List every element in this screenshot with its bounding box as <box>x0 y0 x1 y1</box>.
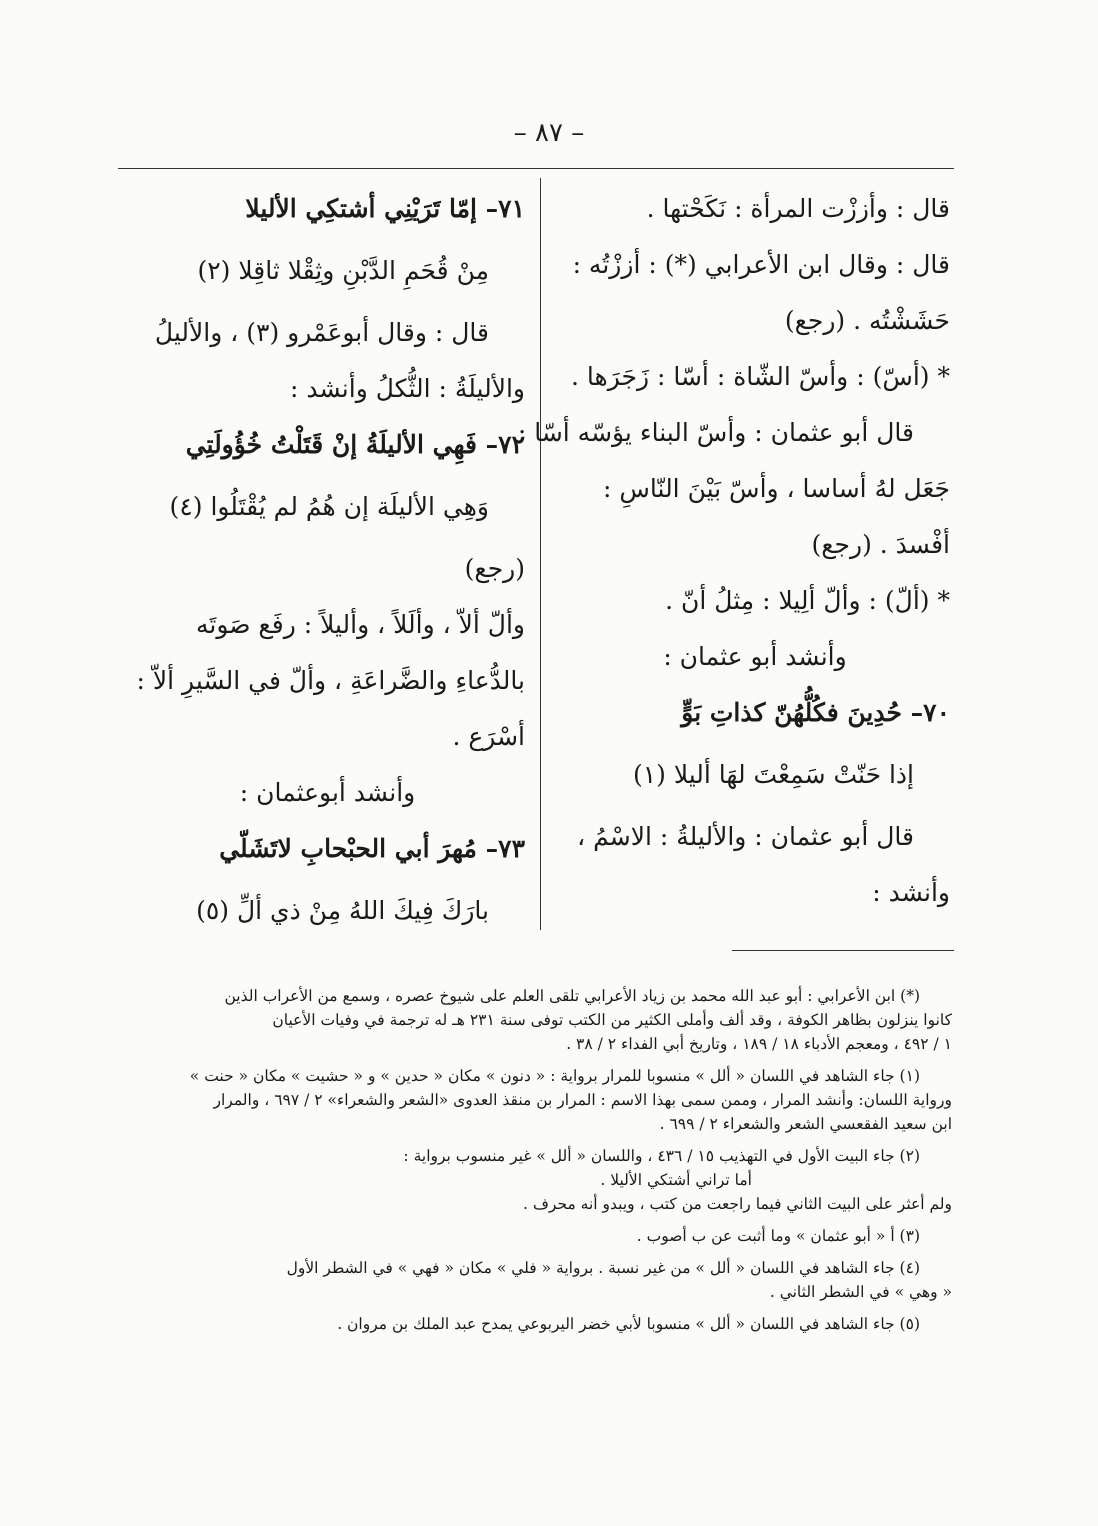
footnote-line: ١ / ٤٩٢ ، ومعجم الأدباء ١٨ / ١٨٩ ، وتاريخ أبي الفداء ٢ / ٣٨ . <box>566 1035 952 1053</box>
left-column <box>130 192 525 956</box>
text-line: والأليلَةُ : الثُّكلُ وأنشد : <box>290 374 525 403</box>
footnote-line: ابن سعيد الفقعسي الشعر والشعراء ٢ / ٦٩٩ . <box>659 1115 952 1133</box>
footnote-line: (٤) جاء الشاهد في اللسان « ألل » من غير نسبة . برواية « فلي » مكان « فهي » في الشطر الأول <box>286 1259 920 1277</box>
verse-line: وَهِي الأليلَة إن هُمُ لم يُقْتَلُوا (٤) <box>169 492 489 521</box>
text-line: * (أسّ) : وأسّ الشّاة : أسّا : زَجَرَها . <box>571 362 950 391</box>
footnote-line: (٥) جاء الشاهد في اللسان « ألل » منسوبا لأبي خضر اليربوعي يمدح عبد الملك بن مروان . <box>337 1315 920 1333</box>
text-line: وأنشد : <box>872 878 950 907</box>
text-line: وأنشد أبوعثمان : <box>239 778 416 807</box>
text-line: قال : وقال أبوعَمْرو (٣) ، والأليلُ <box>154 318 489 347</box>
verse-line: بارَكَ فِيكَ اللهُ مِنْ ذي ألِّ (٥) <box>196 896 489 925</box>
footnote-line: « وهي » في الشطر الثاني . <box>769 1283 952 1301</box>
text-line: (رجع) <box>464 554 525 583</box>
text-line: قال : وقال ابن الأعرابي (*) : أززْتُه : <box>572 250 950 279</box>
verse-line: مِنْ قُحَمِ الدَّبْنِ وثِقْلا ثاقِلا (٢) <box>197 256 489 285</box>
footnote-rule <box>732 950 954 951</box>
footnote-line: أما تراني أشتكي الأليلا . <box>600 1171 752 1189</box>
text-line: وأنشد أبو عثمان : <box>663 642 847 671</box>
text-line: قال أبو عثمان : وأسّ البناء يؤسّه أسّا : <box>517 418 914 447</box>
verse-line: ٧٢– فَهِي الأليلَةُ إنْ قَتَلْتُ خُؤُولَتِي <box>185 430 525 459</box>
column-divider <box>540 178 541 930</box>
footnote-line: ورواية اللسان: وأنشد المرار ، وممن سمى بهذا الاسم : المرار بن منقذ العدوى «الشعر والشعراء» ٢ / ٦٩٧ ، والمرار <box>213 1091 952 1109</box>
footnote-gap <box>118 1249 952 1257</box>
footnote-line: ولم أعثر على البيت الثاني فيما راجعت من كتب ، ويبدو أنه محرف . <box>522 1195 952 1213</box>
text-line: قال أبو عثمان : والأليلةُ : الاسْمُ ، <box>577 822 914 851</box>
footnote-line: (*) ابن الأعرابي : أبو عبد الله محمد بن زياد الأعرابي تلقى العلم على شيوخ عصره ، وسمع من الأعراب الذين <box>224 987 920 1005</box>
footnote-line: كانوا ينزلون بظاهر الكوفة ، وقد ألف وأملى الكثير من الكتب توفى سنة ٢٣١ هـ له ترجمة في وفيات الأعيان <box>272 1011 952 1029</box>
footnote-line: (٢) جاء البيت الأول في التهذيب ١٥ / ٤٣٦ ، واللسان « ألل » غير منسوب برواية : <box>403 1147 920 1165</box>
text-line: * (ألّ) : وألّ ألِيلا : مِثلُ أنّ . <box>665 586 950 615</box>
footnote-gap <box>118 1057 952 1065</box>
right-column <box>517 192 950 932</box>
text-line: جَعَل لهُ أساسا ، وأسّ بَيْنَ النّاسِ : <box>603 474 950 503</box>
footnote-gap <box>118 1137 952 1145</box>
verse-line: ٧١– إمّا تَرَيْنِي أشتكِي الأليلا <box>245 194 525 223</box>
verse-line: ٧٠– حُدِينَ فكُلُّهُنّ كذاتِ بَوٍّ <box>681 698 950 727</box>
text-line: أفْسدَ . (رجع) <box>811 530 950 559</box>
text-line: قال : وأززْت المرأة : نَكَحْتها . <box>646 194 950 223</box>
header-rule <box>118 168 954 169</box>
text-line: وألّ ألاّ ، وألَلاً ، وأليلاً : رفَع صَوتَه <box>195 610 525 639</box>
page-number: – ٨٧ – <box>513 118 585 148</box>
footnote-line: (١) جاء الشاهد في اللسان « ألل » منسوبا للمرار برواية : « دنون » مكان « حدين » و « حشيت » مكان « حنت » <box>189 1067 920 1085</box>
text-line: حَشَشْتُه . (رجع) <box>784 306 950 335</box>
footnote-gap <box>118 1305 952 1313</box>
text-line: بالدُّعاءِ والضَّراعَةِ ، وألّ في السَّيرِ ألاّ : <box>136 666 525 695</box>
footnote-gap <box>118 1217 952 1225</box>
verse-line: إذا حَنّتْ سَمِعْتَ لهَا أليلا (١) <box>632 760 914 789</box>
footnotes <box>118 985 952 1337</box>
footnote-line: (٣) أ « أبو عثمان » وما أثبت عن ب أصوب . <box>636 1227 920 1245</box>
verse-line: ٧٣– مُهرَ أبي الحبْحابِ لاتَشَلّي <box>219 834 525 863</box>
text-line: أسْرَع . <box>452 722 525 751</box>
